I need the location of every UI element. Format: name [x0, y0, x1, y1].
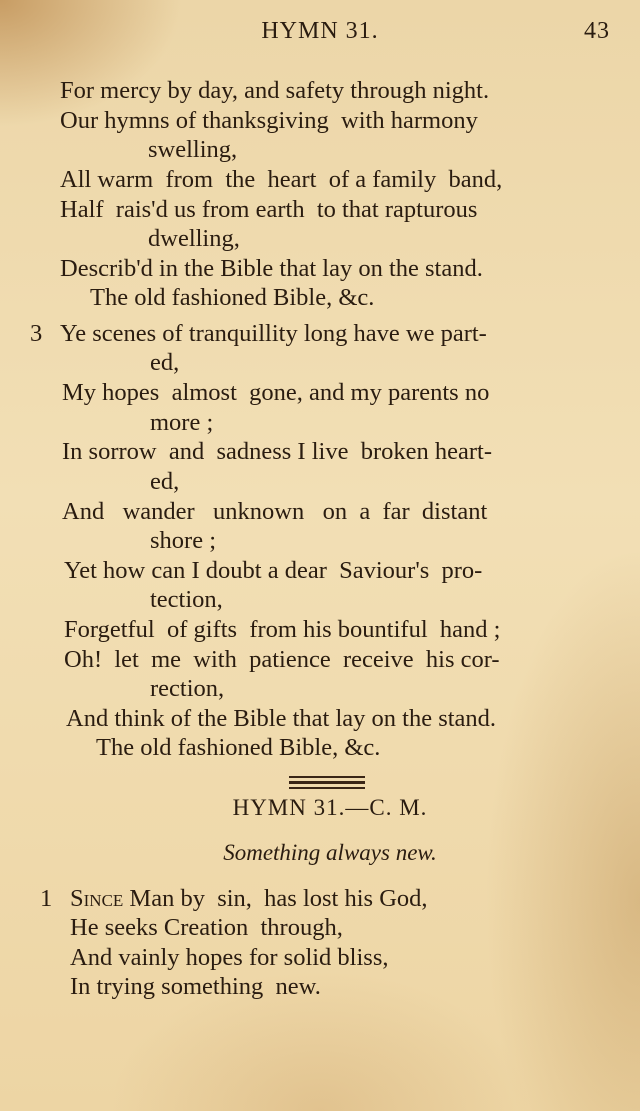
separator-rule [289, 781, 365, 784]
chorus-line: The old fashioned Bible, &c. [96, 734, 381, 761]
chorus-line: The old fashioned Bible, &c. [90, 284, 375, 311]
verse-line-continuation: ed, [150, 349, 180, 376]
verse-line: And vainly hopes for solid bliss, [70, 944, 389, 971]
verse-line: Our hymns of thanksgiving with harmony [60, 107, 478, 134]
verse-line-continuation: rection, [150, 675, 225, 702]
verse-line-continuation: more ; [150, 409, 214, 436]
verse-line: In trying something new. [70, 973, 321, 1000]
verse-line: And wander unknown on a far distant [62, 498, 488, 525]
separator-rule [289, 776, 365, 778]
verse-line-continuation: tection, [150, 586, 223, 613]
verse-line: Half rais'd us from earth to that rapturous [60, 196, 478, 223]
verse-number: 1 [40, 885, 53, 912]
verse-line: All warm from the heart of a family band, [60, 166, 503, 193]
verse-line: He seeks Creation through, [70, 914, 343, 941]
verse-line: My hopes almost gone, and my parents no [62, 379, 490, 406]
verse-number: 3 [30, 320, 43, 347]
separator-rule [289, 787, 365, 789]
verse-line: And think of the Bible that lay on the stand. [66, 705, 497, 732]
verse-line [70, 884, 428, 914]
verse-line: Forgetful of gifts from his bountiful hand ; [64, 616, 501, 643]
hymn-title: HYMN 31.—C. M. [232, 795, 428, 820]
verse-line: Describ'd in the Bible that lay on the stand. [60, 255, 483, 282]
verse-line: In sorrow and sadness I live broken heart- [62, 438, 492, 465]
verse-line-continuation: shore ; [150, 527, 216, 554]
hymn-subtitle: Something always new. [223, 840, 437, 865]
verse-line-continuation: ed, [150, 468, 180, 495]
verse-line: Oh! let me with patience receive his cor- [64, 646, 500, 673]
verse-line-continuation: swelling, [148, 136, 238, 163]
verse-line: Ye scenes of tranquillity long have we part- [60, 320, 487, 347]
verse-line-rest: Man by sin, has lost his God, [123, 885, 428, 912]
running-title: HYMN 31. [261, 18, 379, 44]
verse-line: For mercy by day, and safety through night. [60, 77, 490, 104]
page-number: 43 [584, 18, 610, 44]
verse-line-continuation: dwelling, [148, 225, 240, 252]
initial-word: Since [70, 885, 124, 912]
verse-line: Yet how can I doubt a dear Saviour's pro- [64, 557, 483, 584]
